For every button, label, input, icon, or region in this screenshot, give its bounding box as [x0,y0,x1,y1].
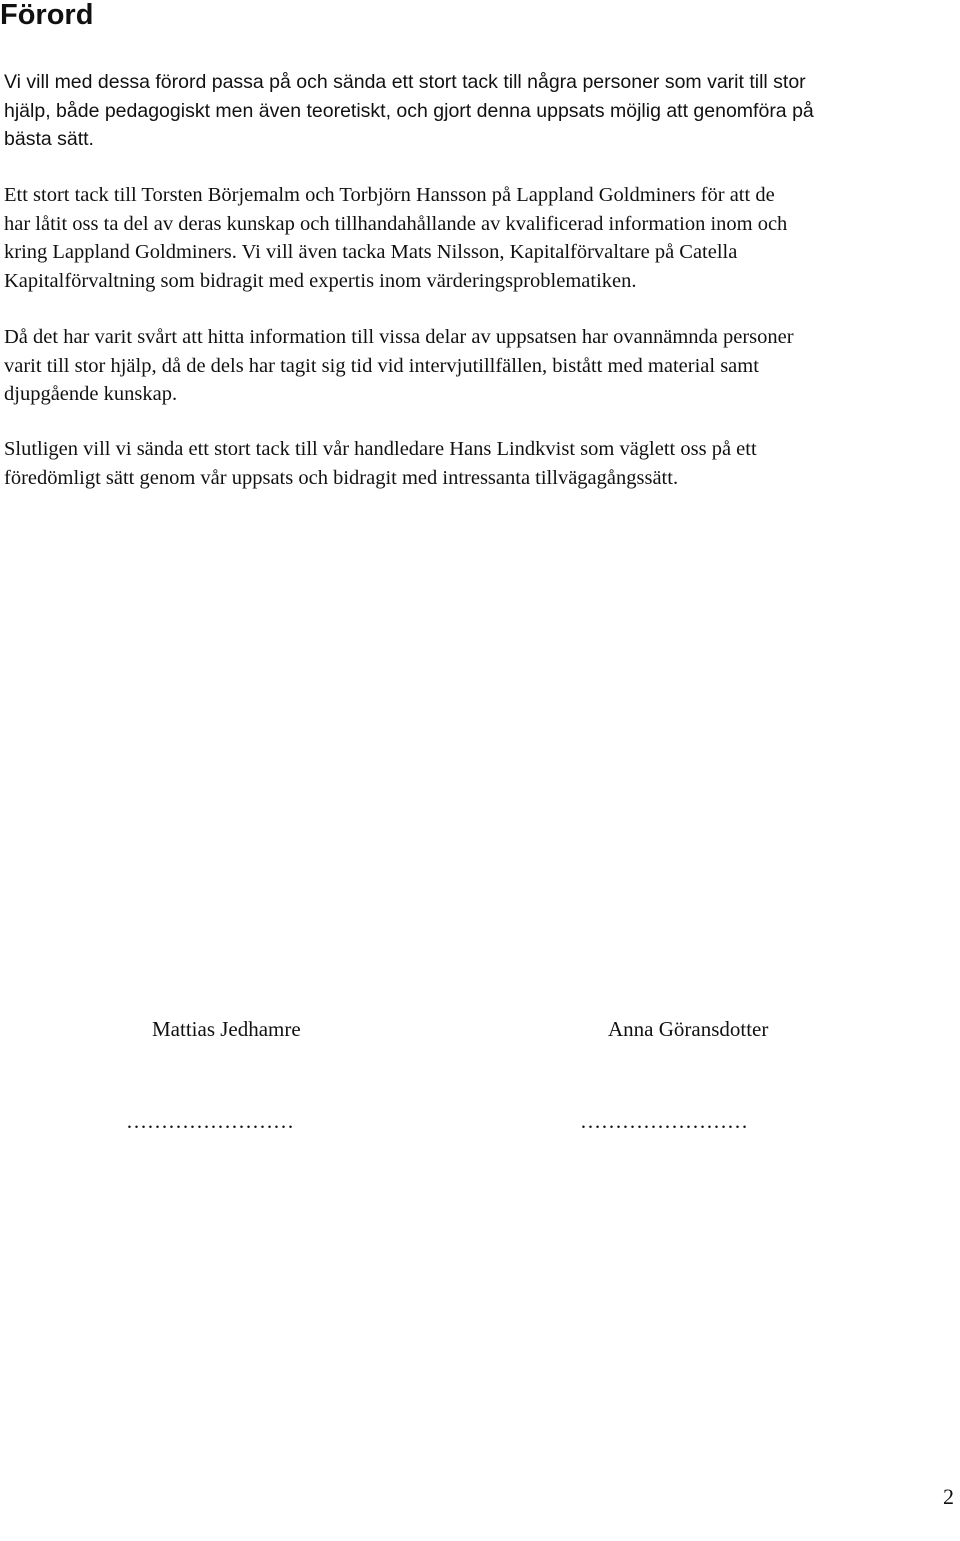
paragraph-line: Slutligen vill vi sända ett stort tack till vår handledare Hans Lindkvist som väglett oss på ett [4,438,757,460]
signature-name-1: Mattias Jedhamre [152,1017,301,1041]
signature-line-2: …………………… [580,1109,748,1133]
paragraph-interviews [4,323,939,409]
paragraph-line: Ett stort tack till Torsten Börjemalm och Torbjörn Hansson på Lappland Goldminers för att de [4,184,775,206]
paragraph-line: djupgående kunskap. [4,383,178,405]
page-title: Förord [0,0,94,31]
paragraph-line: varit till stor hjälp, då de dels har tagit sig tid vid intervjutillfällen, bistått med material samt [4,354,759,377]
paragraph-supervisor [4,435,939,492]
paragraph-line: Då det har varit svårt att hitta information till vissa delar av uppsatsen har ovannämnda personer [4,326,794,348]
paragraph-intro [4,68,939,154]
signature-name-2: Anna Göransdotter [608,1017,769,1041]
signature-line-1: …………………… [126,1109,294,1133]
paragraph-line: kring Lappland Goldminers. Vi vill även tacka Mats Nilsson, Kapitalförvaltare på Catella [4,241,738,263]
page-number: 2 [943,1484,954,1509]
paragraph-line: Kapitalförvaltning som bidragit med expertis inom värderingsproblematiken. [4,269,637,292]
paragraph-line: bästa sätt. [4,128,94,150]
paragraph-line: föredömligt sätt genom vår uppsats och bidragit med intressanta tillvägagångssätt. [4,466,679,489]
paragraph-line: Vi vill med dessa förord passa på och sända ett stort tack till några personer som varit till stor [4,71,806,93]
paragraph-line: har låtit oss ta del av deras kunskap och tillhandahållande av kvalificerad information inom och [4,212,788,235]
paragraph-line: hjälp, både pedagogiskt men även teoretiskt, och gjort denna uppsats möjlig att genomföra på [4,99,814,122]
paragraph-thanks-goldminers [4,181,939,295]
